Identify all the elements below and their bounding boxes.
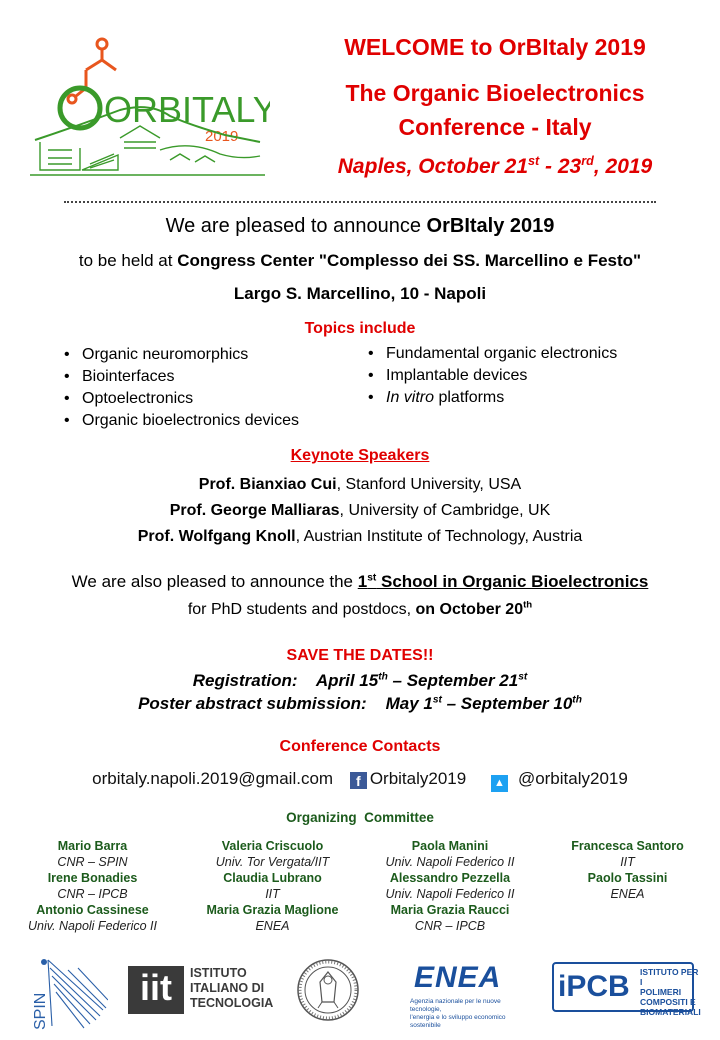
iit-logo bbox=[128, 962, 288, 1014]
school-line1 bbox=[0, 572, 720, 592]
committee-title: Organizing Committee bbox=[286, 810, 434, 825]
school-line1-text: We are also pleased to announce the bbox=[71, 572, 358, 591]
school-date: on October 20 bbox=[415, 601, 524, 618]
keynote-speaker bbox=[0, 528, 720, 546]
topic-item: • Fundamental organic electronics bbox=[366, 343, 617, 365]
topic-item bbox=[366, 387, 617, 409]
iit-line2: ITALIANO DI bbox=[190, 981, 265, 995]
member-name: Maria Grazia Raucci bbox=[390, 903, 510, 917]
speaker-affiliation: , Stanford University, USA bbox=[336, 476, 522, 493]
contacts-line bbox=[0, 769, 720, 792]
member-affiliation: Univ. Napoli Federico II bbox=[385, 887, 515, 901]
logo-year: 2019 bbox=[205, 128, 239, 145]
spin-logo bbox=[28, 950, 108, 1032]
contact-email[interactable]: orbitaly.napoli.2019@gmail.com bbox=[92, 769, 334, 788]
speaker-name: Prof. George Malliaras bbox=[169, 502, 340, 519]
school-name: School in Organic Bioelectronics bbox=[376, 572, 649, 591]
welcome-heading: WELCOME to OrBItaly 2019 bbox=[344, 34, 646, 60]
poster-text: Poster abstract submission: May 1 bbox=[138, 694, 433, 713]
topics-right bbox=[366, 343, 617, 409]
member-affiliation: IIT bbox=[620, 855, 635, 869]
ipcb-mark: iPCB bbox=[558, 970, 630, 1003]
member-name: Valeria Criscuolo bbox=[221, 839, 324, 853]
member-name: Alessandro Pezzella bbox=[389, 871, 511, 885]
ipcb-line3: COMPOSITI E bbox=[640, 997, 696, 1007]
topic-item: • Implantable devices bbox=[366, 365, 617, 387]
twitter-icon: ▲ bbox=[491, 775, 508, 792]
member-name: Paolo Tassini bbox=[587, 871, 668, 885]
member-name: Maria Grazia Maglione bbox=[206, 903, 339, 917]
announce-line1-bold: OrBItaly 2019 bbox=[426, 215, 555, 237]
member-affiliation: Univ. Napoli Federico II bbox=[385, 855, 515, 869]
speaker-name: Prof. Bianxiao Cui bbox=[198, 476, 337, 493]
spin-text: SPIN bbox=[32, 992, 49, 1030]
topic-item: • Organic neuromorphics bbox=[62, 344, 299, 366]
topics-title: Topics include bbox=[304, 320, 416, 337]
university-seal bbox=[296, 958, 360, 1022]
twitter-handle[interactable]: @orbitaly2019 bbox=[517, 769, 628, 788]
title-line2: Conference - Italy bbox=[398, 114, 592, 140]
topic-item: • Organic bioelectronics devices bbox=[62, 410, 299, 432]
registration-mid: – September 21 bbox=[387, 671, 519, 690]
announce-line1 bbox=[0, 215, 720, 238]
topic-rest: platforms bbox=[434, 389, 505, 406]
topic-ital: In vitro bbox=[386, 389, 435, 406]
member-affiliation: IIT bbox=[265, 887, 280, 901]
poster-mid: – September 10 bbox=[441, 694, 573, 713]
poster-sup1: st bbox=[432, 694, 442, 706]
announce-line2-text: to be held at bbox=[78, 251, 178, 270]
date-sup2: rd bbox=[581, 154, 594, 168]
member-affiliation: Univ. Napoli Federico II bbox=[28, 919, 157, 933]
divider bbox=[64, 201, 656, 203]
save-dates-title: SAVE THE DATES!! bbox=[286, 647, 434, 664]
member-affiliation: Univ. Tor Vergata/IIT bbox=[215, 855, 330, 869]
announce-line2-bold: Congress Center "Complesso dei SS. Marcellino e Festo" bbox=[177, 251, 642, 270]
registration-sup2: st bbox=[518, 671, 528, 683]
committee-col-2 bbox=[190, 838, 355, 934]
ipcb-line2: POLIMERI bbox=[640, 987, 682, 997]
title-line1: The Organic Bioelectronics bbox=[345, 80, 645, 106]
date-location bbox=[285, 155, 705, 179]
school-title bbox=[358, 572, 649, 591]
contacts-title: Conference Contacts bbox=[279, 738, 441, 755]
member-name: Claudia Lubrano bbox=[223, 871, 322, 885]
member-affiliation: ENEA bbox=[255, 919, 290, 933]
member-name: Francesca Santoro bbox=[571, 839, 684, 853]
enea-line1: Agenzia nazionale per le nuove tecnologie, bbox=[410, 998, 501, 1013]
iit-line3: TECNOLOGIA bbox=[190, 996, 274, 1010]
keynote-title: Keynote Speakers bbox=[290, 447, 430, 464]
topic-item: • Optoelectronics bbox=[62, 388, 299, 410]
member-name: Paola Manini bbox=[411, 839, 489, 853]
member-affiliation: CNR – IPCB bbox=[57, 887, 128, 901]
school-date-sup: th bbox=[523, 599, 533, 611]
member-affiliation: ENEA bbox=[610, 887, 645, 901]
announce-address: Largo S. Marcellino, 10 - Napoli bbox=[233, 284, 487, 303]
facebook-handle[interactable]: Orbitaly2019 bbox=[369, 769, 467, 788]
enea-logo bbox=[410, 961, 520, 1029]
announce-line2 bbox=[0, 251, 720, 271]
school-line2-text: for PhD students and postdocs, bbox=[187, 601, 416, 618]
keynote-speaker bbox=[0, 502, 720, 520]
announce-line1-text: We are pleased to announce bbox=[165, 215, 427, 237]
date-mid: - 23 bbox=[539, 155, 582, 178]
enea-mark: ENEA bbox=[414, 961, 502, 994]
poster-sup2: th bbox=[572, 694, 582, 706]
ipcb-logo bbox=[552, 962, 701, 1017]
registration-sup1: th bbox=[378, 671, 388, 683]
registration-text: Registration: April 15 bbox=[192, 671, 379, 690]
school-ordinal: 1 bbox=[357, 572, 368, 591]
logo-name: ORBITALY bbox=[104, 89, 270, 130]
date-sup1: st bbox=[528, 154, 540, 168]
speaker-affiliation: , University of Cambridge, UK bbox=[339, 502, 551, 519]
committee-col-4 bbox=[545, 838, 710, 902]
facebook-icon: f bbox=[350, 772, 367, 789]
speaker-name: Prof. Wolfgang Knoll bbox=[137, 528, 296, 545]
ipcb-line4: BIOMATERIALI bbox=[640, 1007, 701, 1017]
committee-col-1 bbox=[10, 838, 175, 934]
topic-item: • Biointerfaces bbox=[62, 366, 299, 388]
registration-dates bbox=[0, 671, 720, 691]
member-name: Antonio Cassinese bbox=[36, 903, 149, 917]
keynote-speaker bbox=[0, 476, 720, 494]
poster-dates bbox=[0, 694, 720, 714]
orbitaly-logo bbox=[20, 30, 270, 190]
school-ordinal-sup: st bbox=[367, 572, 377, 584]
member-affiliation: CNR – IPCB bbox=[414, 919, 486, 933]
speaker-affiliation: , Austrian Institute of Technology, Austria bbox=[295, 528, 583, 545]
committee-col-3 bbox=[365, 838, 535, 934]
member-name: Irene Bonadies bbox=[47, 871, 138, 885]
date-end: , 2019 bbox=[593, 155, 653, 178]
ipcb-line1: ISTITUTO PER I bbox=[640, 967, 699, 987]
topics-left bbox=[62, 344, 299, 432]
school-line2 bbox=[0, 601, 720, 619]
date-city: Naples, October 21 bbox=[337, 155, 529, 178]
member-name: Mario Barra bbox=[57, 839, 128, 853]
iit-mark: iit bbox=[128, 966, 184, 1014]
iit-line1: ISTITUTO bbox=[190, 966, 247, 980]
enea-line2: l'energia e lo sviluppo economico sostenibile bbox=[410, 1014, 506, 1029]
member-affiliation: CNR – SPIN bbox=[57, 855, 128, 869]
